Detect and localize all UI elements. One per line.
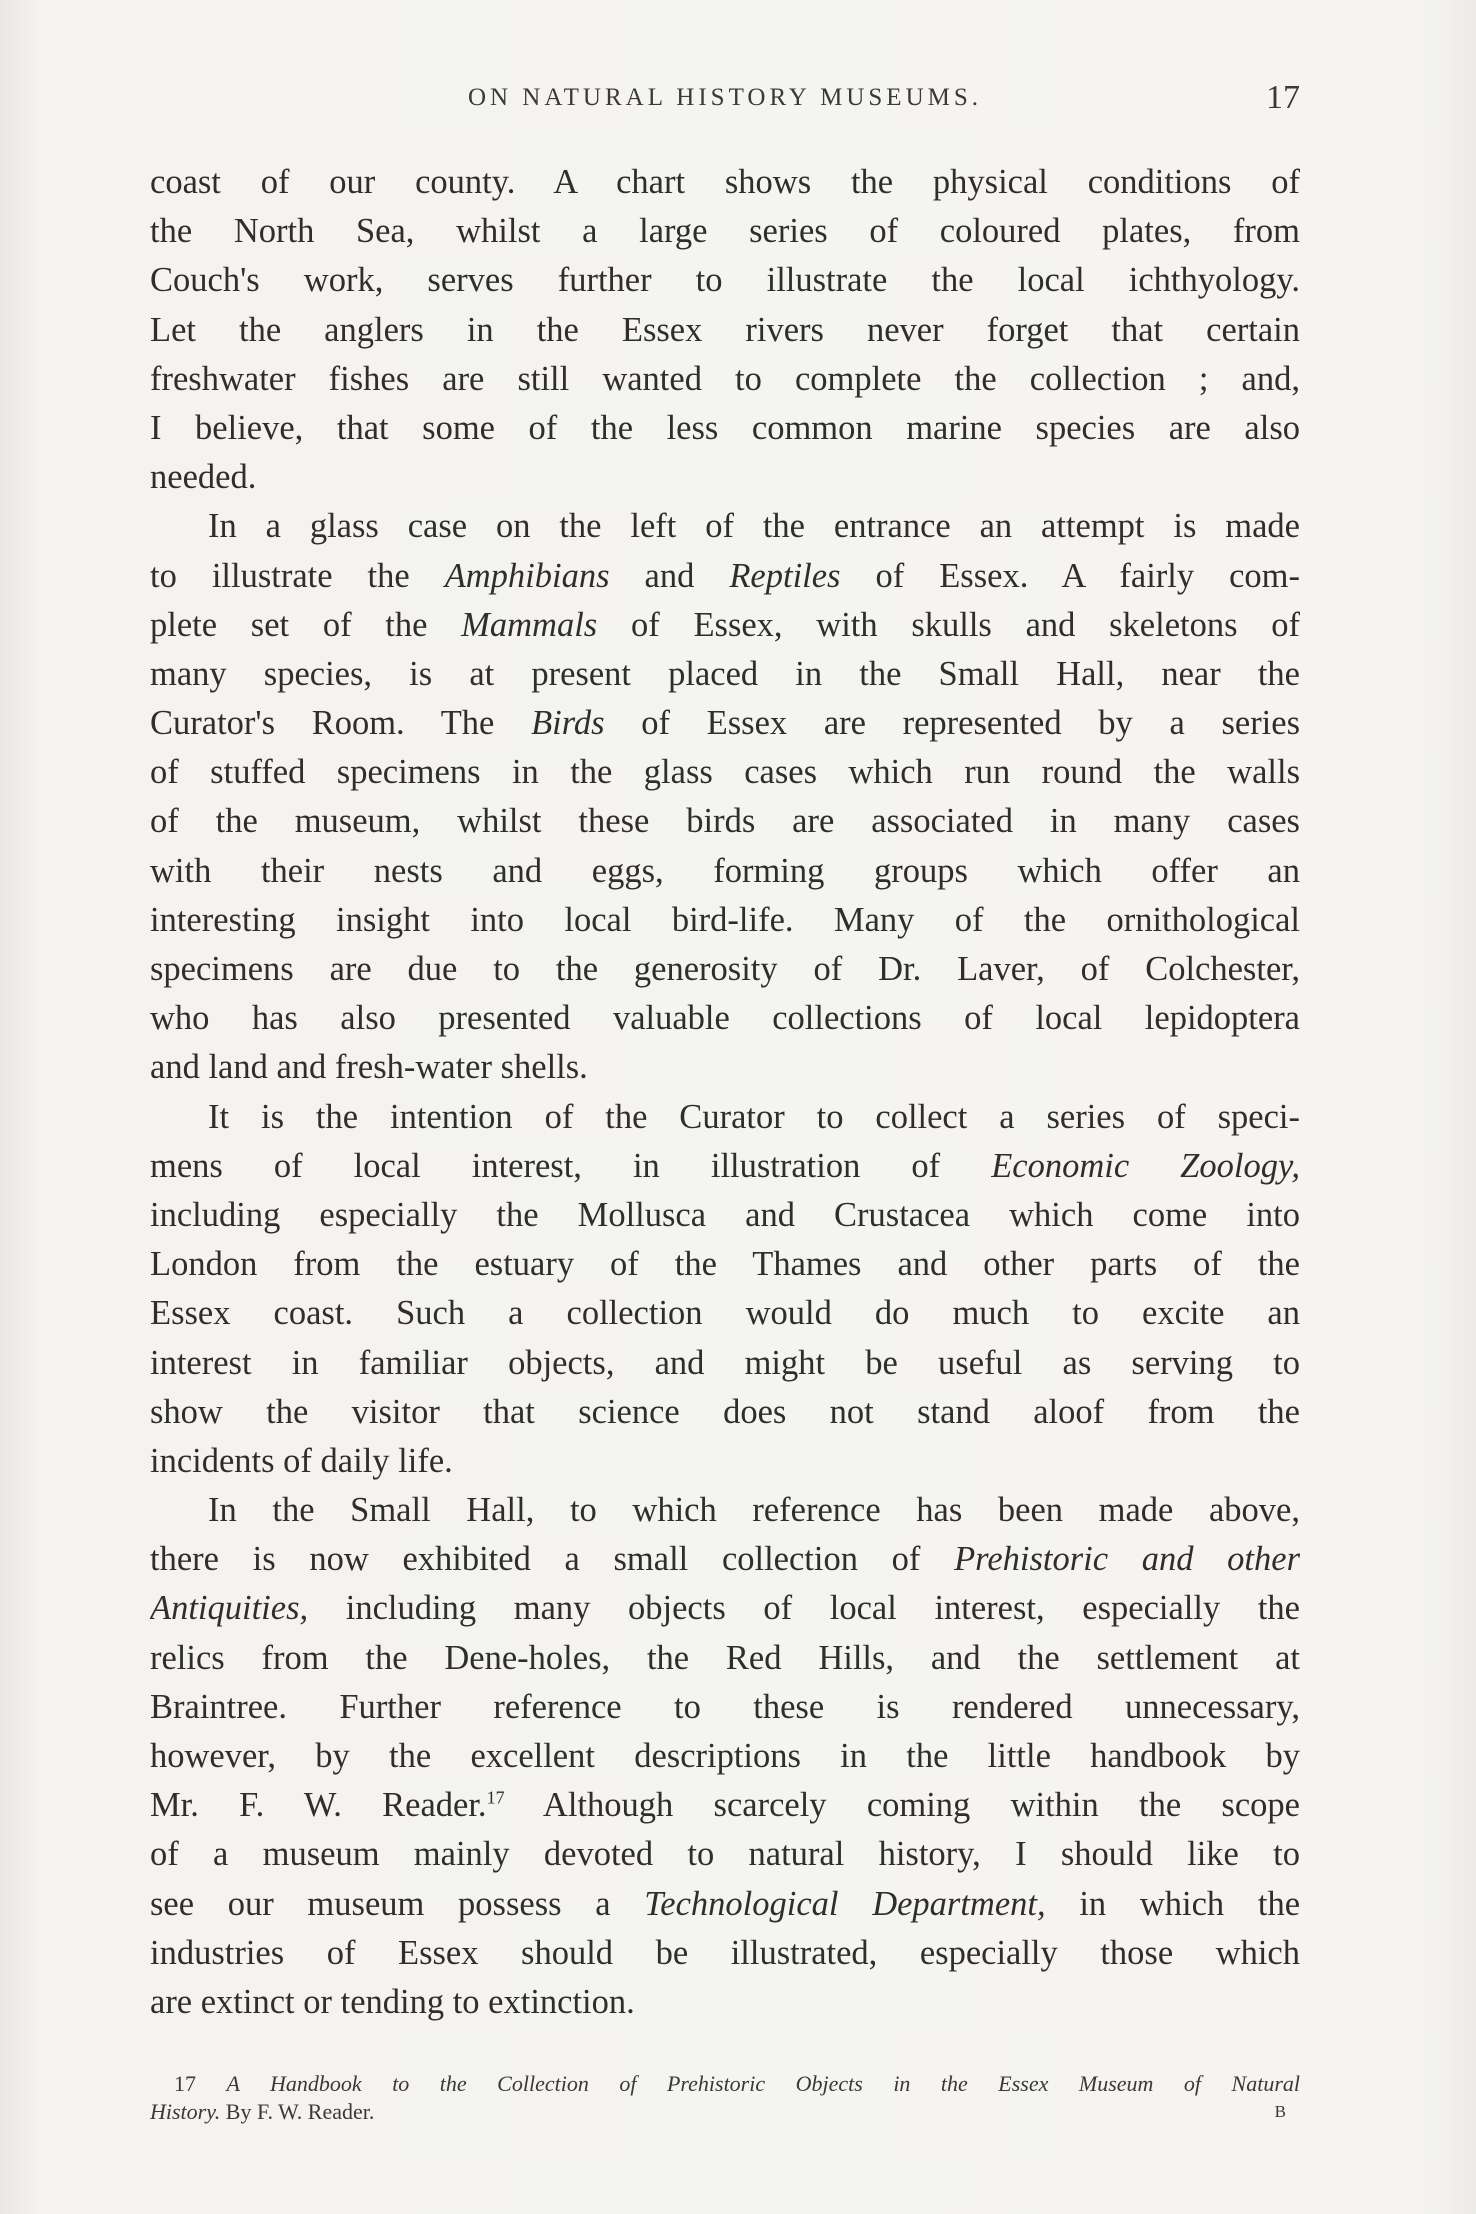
italic-term: Prehistoric and other xyxy=(954,1540,1300,1579)
text-line: industries of Essex should be illustrated, especially those which xyxy=(150,1933,1300,1972)
signature-mark: B xyxy=(1274,2102,1288,2121)
text-line: the North Sea, whilst a large series of coloured plates, from xyxy=(150,212,1300,251)
italic-term: Antiquities, xyxy=(150,1589,309,1628)
italic-term: Technological Department, xyxy=(644,1884,1046,1923)
footnote-number: 17 xyxy=(174,2071,196,2096)
text-line: with their nests and eggs, forming groups which offer an xyxy=(150,851,1300,890)
text-line: needed. xyxy=(150,458,257,497)
paragraph xyxy=(150,1486,1300,2027)
text-line: I believe, that some of the less common marine species are also xyxy=(150,408,1300,447)
footnote-line xyxy=(150,2098,1300,2126)
paragraph xyxy=(150,158,1300,502)
italic-term: Reptiles xyxy=(729,556,841,595)
text-line: see our museum possess a Technological Department, in which the xyxy=(150,1884,1300,1923)
text-line: interest in familiar objects, and might be useful as serving to xyxy=(150,1343,1300,1382)
text-line: specimens are due to the generosity of Dr. Laver, of Colchester, xyxy=(150,950,1300,988)
running-head: ON NATURAL HISTORY MUSEUMS. xyxy=(467,84,983,111)
footnote-text: A Handbook to the Collection of Prehistoric Objects in the Essex Museum of Natural xyxy=(226,2071,1300,2096)
text-line: plete set of the Mammals of Essex, with skulls and skeletons of xyxy=(150,605,1300,644)
page-header xyxy=(150,78,1300,118)
text-line: London from the estuary of the Thames and other parts of the xyxy=(150,1245,1300,1284)
text-line: however, by the excellent descriptions in the little handbook by xyxy=(150,1737,1300,1775)
text-line: Braintree. Further reference to these is rendered unnecessary, xyxy=(150,1687,1300,1726)
italic-term: Mammals xyxy=(461,605,598,644)
text-line: are extinct or tending to extinction. xyxy=(150,1982,635,2021)
italic-term: Birds xyxy=(531,704,605,743)
footnote-text: By F. W. Reader. xyxy=(220,2099,375,2124)
text-line: interesting insight into local bird-life. Many of the ornithological xyxy=(150,900,1300,939)
text-line: coast of our county. A chart shows the physical conditions of xyxy=(150,163,1300,201)
text-line: In the Small Hall, to which reference has been made above, xyxy=(208,1491,1300,1530)
text-line: including especially the Mollusca and Crustacea which come into xyxy=(150,1195,1300,1234)
text-line: Antiquities, including many objects of local interest, especially the xyxy=(150,1589,1300,1628)
text-line: of the museum, whilst these birds are associated in many cases xyxy=(150,802,1300,841)
text-line: relics from the Dene-holes, the Red Hills, and the settlement at xyxy=(150,1638,1300,1677)
text-line: to illustrate the Amphibians and Reptiles of Essex. A fairly com- xyxy=(150,556,1300,595)
text-line: Essex coast. Such a collection would do much to excite an xyxy=(150,1294,1300,1333)
footnote-reference[interactable]: 17 xyxy=(486,1787,505,1808)
text-line: It is the intention of the Curator to collect a series of speci- xyxy=(208,1097,1300,1136)
text-line: there is now exhibited a small collection of Prehistoric and other xyxy=(150,1540,1300,1579)
paragraph xyxy=(150,1093,1300,1487)
paragraph xyxy=(150,502,1300,1092)
text-line: Let the anglers in the Essex rivers never forget that certain xyxy=(150,310,1300,349)
text-line: incidents of daily life. xyxy=(150,1441,453,1480)
text-line: In a glass case on the left of the entrance an attempt is made xyxy=(208,507,1300,546)
italic-term: Amphibians xyxy=(444,556,610,595)
body-text xyxy=(150,158,1300,2027)
text-line: of a museum mainly devoted to natural history, I should like to xyxy=(150,1835,1300,1874)
text-line: who has also presented valuable collections of local lepidoptera xyxy=(150,999,1300,1038)
italic-term: Economic Zoology, xyxy=(991,1146,1300,1185)
text-line: many species, is at present placed in the Small Hall, near the xyxy=(150,654,1300,693)
footnote-text-italic: History. xyxy=(150,2099,221,2124)
text-line: show the visitor that science does not stand aloof from the xyxy=(150,1392,1300,1431)
text-line: Couch's work, serves further to illustrate the local ichthyology. xyxy=(150,261,1300,300)
text-line: freshwater fishes are still wanted to complete the collection ; and, xyxy=(150,359,1300,398)
text-line: Mr. F. W. Reader.$^{17}$ Although scarcely coming within the scope xyxy=(150,1786,1300,1825)
page-number: 17 xyxy=(1266,79,1300,116)
footnote-line xyxy=(150,2070,1300,2098)
text-line: and land and fresh-water shells. xyxy=(150,1048,588,1087)
text-line: Curator's Room. The Birds of Essex are represented by a series xyxy=(150,704,1300,743)
footnote xyxy=(150,2070,1300,2126)
text-line: of stuffed specimens in the glass cases which run round the walls xyxy=(150,753,1300,792)
text-line: mens of local interest, in illustration of Economic Zoology, xyxy=(150,1146,1300,1185)
